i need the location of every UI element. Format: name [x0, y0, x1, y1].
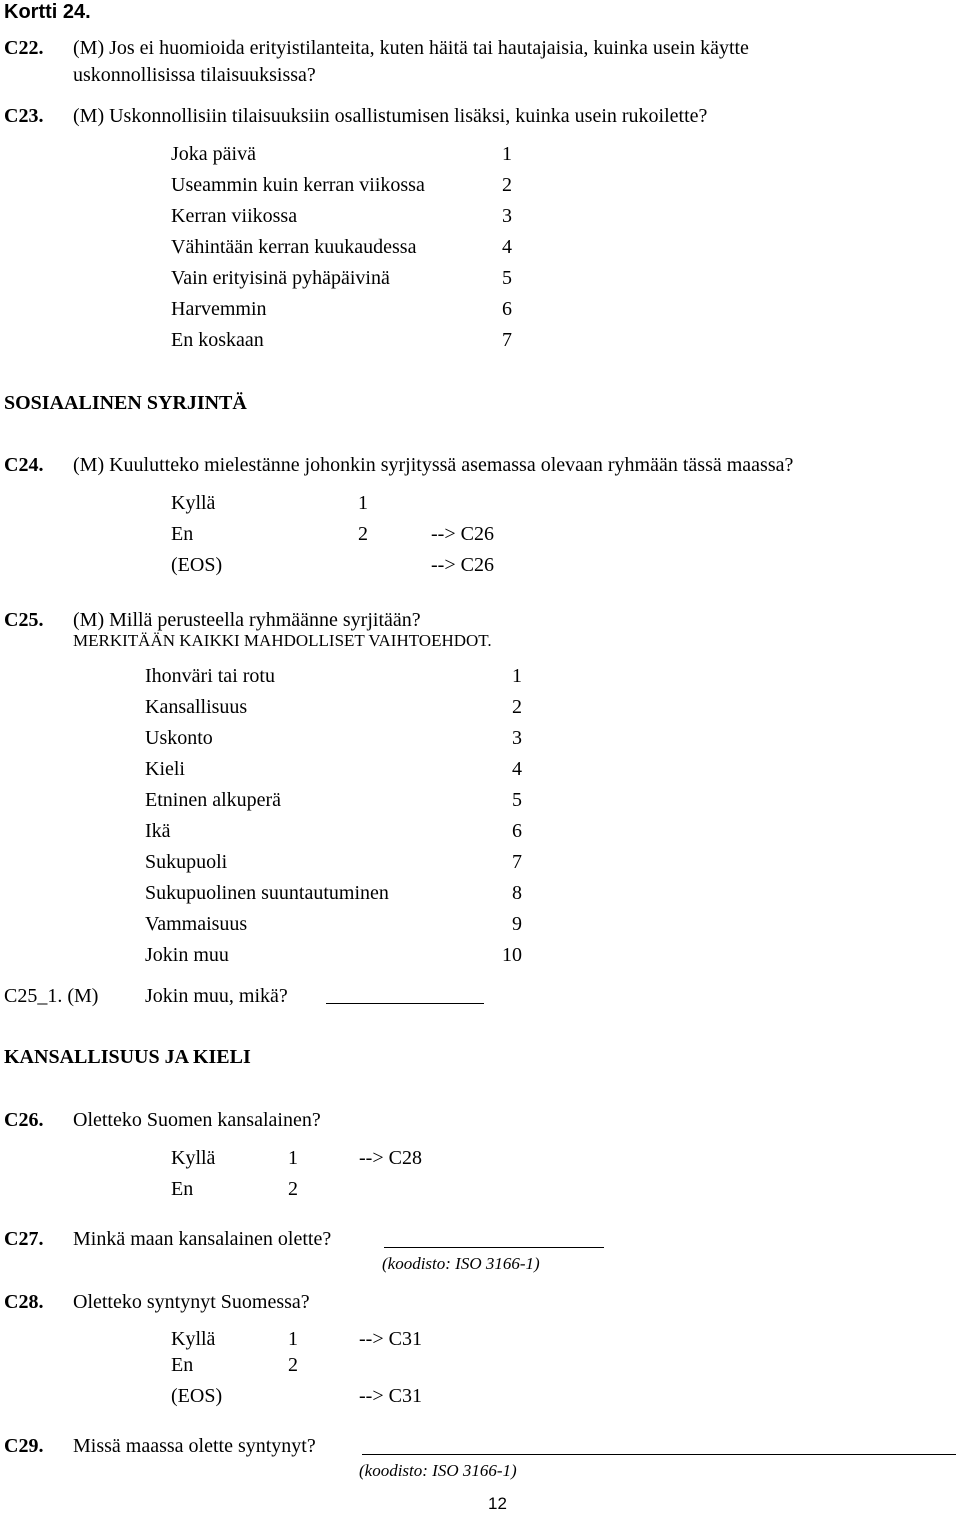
coding-note-text: (koodisto: ISO 3166-1): [382, 1254, 540, 1273]
option-code: 7: [512, 851, 522, 873]
question-number-c28: C28.: [4, 1291, 44, 1313]
option-label: Jokin muu: [145, 944, 229, 966]
option-code: 5: [512, 789, 522, 811]
option-code: 2: [288, 1178, 298, 1200]
option-label: Joka päivä: [171, 143, 256, 165]
section-heading-nationality: KANSALLISUUS JA KIELI: [4, 1046, 251, 1068]
option-code: 3: [502, 205, 512, 227]
option-code: 1: [502, 143, 512, 165]
question-number-c25-1: C25_1. (M): [4, 985, 99, 1007]
option-code: 1: [358, 492, 368, 514]
option-label: Ihonväri tai rotu: [145, 665, 275, 687]
option-label: En: [171, 523, 194, 545]
question-number-c27: C27.: [4, 1228, 44, 1250]
option-code: 1: [512, 665, 522, 687]
option-label: Sukupuoli: [145, 851, 228, 873]
question-text-c29: Missä maassa olette syntynyt?: [73, 1435, 316, 1457]
skip-instruction: --> C31: [359, 1328, 422, 1350]
option-label: Kerran viikossa: [171, 205, 298, 227]
option-code: 5: [502, 267, 512, 289]
question-text-c23: (M) Uskonnollisiin tilaisuuksiin osallistumisen lisäksi, kuinka usein rukoilette?: [73, 105, 708, 127]
card-title: Kortti 24.: [4, 1, 91, 23]
option-code: 2: [502, 174, 512, 196]
option-label: Ikä: [145, 820, 171, 842]
page-number: 12: [488, 1494, 507, 1513]
answer-line-c25-1[interactable]: [326, 1003, 484, 1004]
option-code: 4: [512, 758, 522, 780]
option-code: 2: [288, 1354, 298, 1376]
option-label: Sukupuolinen suuntautuminen: [145, 882, 389, 904]
coding-note-c27: [382, 1252, 540, 1276]
option-label: Vain erityisinä pyhäpäivinä: [171, 267, 390, 289]
question-number-c22: C22.: [4, 37, 44, 59]
question-text-c27: Minkä maan kansalainen olette?: [73, 1228, 332, 1250]
question-text-c26: Oletteko Suomen kansalainen?: [73, 1109, 321, 1131]
option-label: Kieli: [145, 758, 185, 780]
question-number-c26: C26.: [4, 1109, 44, 1131]
option-label: Kansallisuus: [145, 696, 248, 718]
option-label: En: [171, 1354, 194, 1376]
option-label: Kyllä: [171, 1328, 216, 1350]
option-code: 7: [502, 329, 512, 351]
option-code: 3: [512, 727, 522, 749]
question-text-c28: Oletteko syntynyt Suomessa?: [73, 1291, 310, 1313]
option-code: 2: [512, 696, 522, 718]
option-label: Vammaisuus: [145, 913, 248, 935]
question-text-c25-1: Jokin muu, mikä?: [145, 985, 288, 1007]
option-label: Kyllä: [171, 492, 216, 514]
option-label: (EOS): [171, 1385, 223, 1407]
option-label: Uskonto: [145, 727, 213, 749]
question-text-c22-line1: (M) Jos ei huomioida erityistilanteita, kuten häitä tai hautajaisia, kuinka usein käytte: [73, 37, 749, 59]
section-heading-discrimination: SOSIAALINEN SYRJINTÄ: [4, 392, 247, 414]
option-label: Useammin kuin kerran viikossa: [171, 174, 425, 196]
option-code: 4: [502, 236, 512, 258]
skip-instruction: --> C28: [359, 1147, 422, 1169]
option-label: Harvemmin: [171, 298, 267, 320]
answer-line-c27[interactable]: [384, 1247, 604, 1248]
option-code: 1: [288, 1328, 298, 1350]
question-number-c25: C25.: [4, 609, 44, 631]
question-number-c24: C24.: [4, 454, 44, 476]
option-code: 6: [512, 820, 522, 842]
question-text-c22-line2: uskonnollisissa tilaisuuksissa?: [73, 64, 316, 86]
option-code: 9: [512, 913, 522, 935]
option-label: Kyllä: [171, 1147, 216, 1169]
option-code: 10: [502, 944, 522, 966]
question-text-c24: (M) Kuulutteko mielestänne johonkin syrjityssä asemassa olevaan ryhmään tässä maassa?: [73, 454, 794, 476]
option-code: 8: [512, 882, 522, 904]
option-label: En koskaan: [171, 329, 264, 351]
answer-line-c29[interactable]: [362, 1454, 956, 1455]
option-code: 2: [358, 523, 368, 545]
question-number-c29: C29.: [4, 1435, 44, 1457]
skip-instruction: --> C26: [431, 554, 494, 576]
option-label: Etninen alkuperä: [145, 789, 282, 811]
skip-instruction: --> C26: [431, 523, 494, 545]
question-text-c25: (M) Millä perusteella ryhmäänne syrjitään?: [73, 609, 421, 631]
coding-note-text: (koodisto: ISO 3166-1): [359, 1461, 517, 1480]
option-code: 1: [288, 1147, 298, 1169]
option-label: (EOS): [171, 554, 223, 576]
option-label: Vähintään kerran kuukaudessa: [171, 236, 417, 258]
interviewer-instruction: MERKITÄÄN KAIKKI MAHDOLLISET VAIHTOEHDOT.: [73, 631, 492, 650]
question-number-c23: C23.: [4, 105, 44, 127]
skip-instruction: --> C31: [359, 1385, 422, 1407]
coding-note-c29: [359, 1459, 517, 1483]
option-code: 6: [502, 298, 512, 320]
option-label: En: [171, 1178, 194, 1200]
